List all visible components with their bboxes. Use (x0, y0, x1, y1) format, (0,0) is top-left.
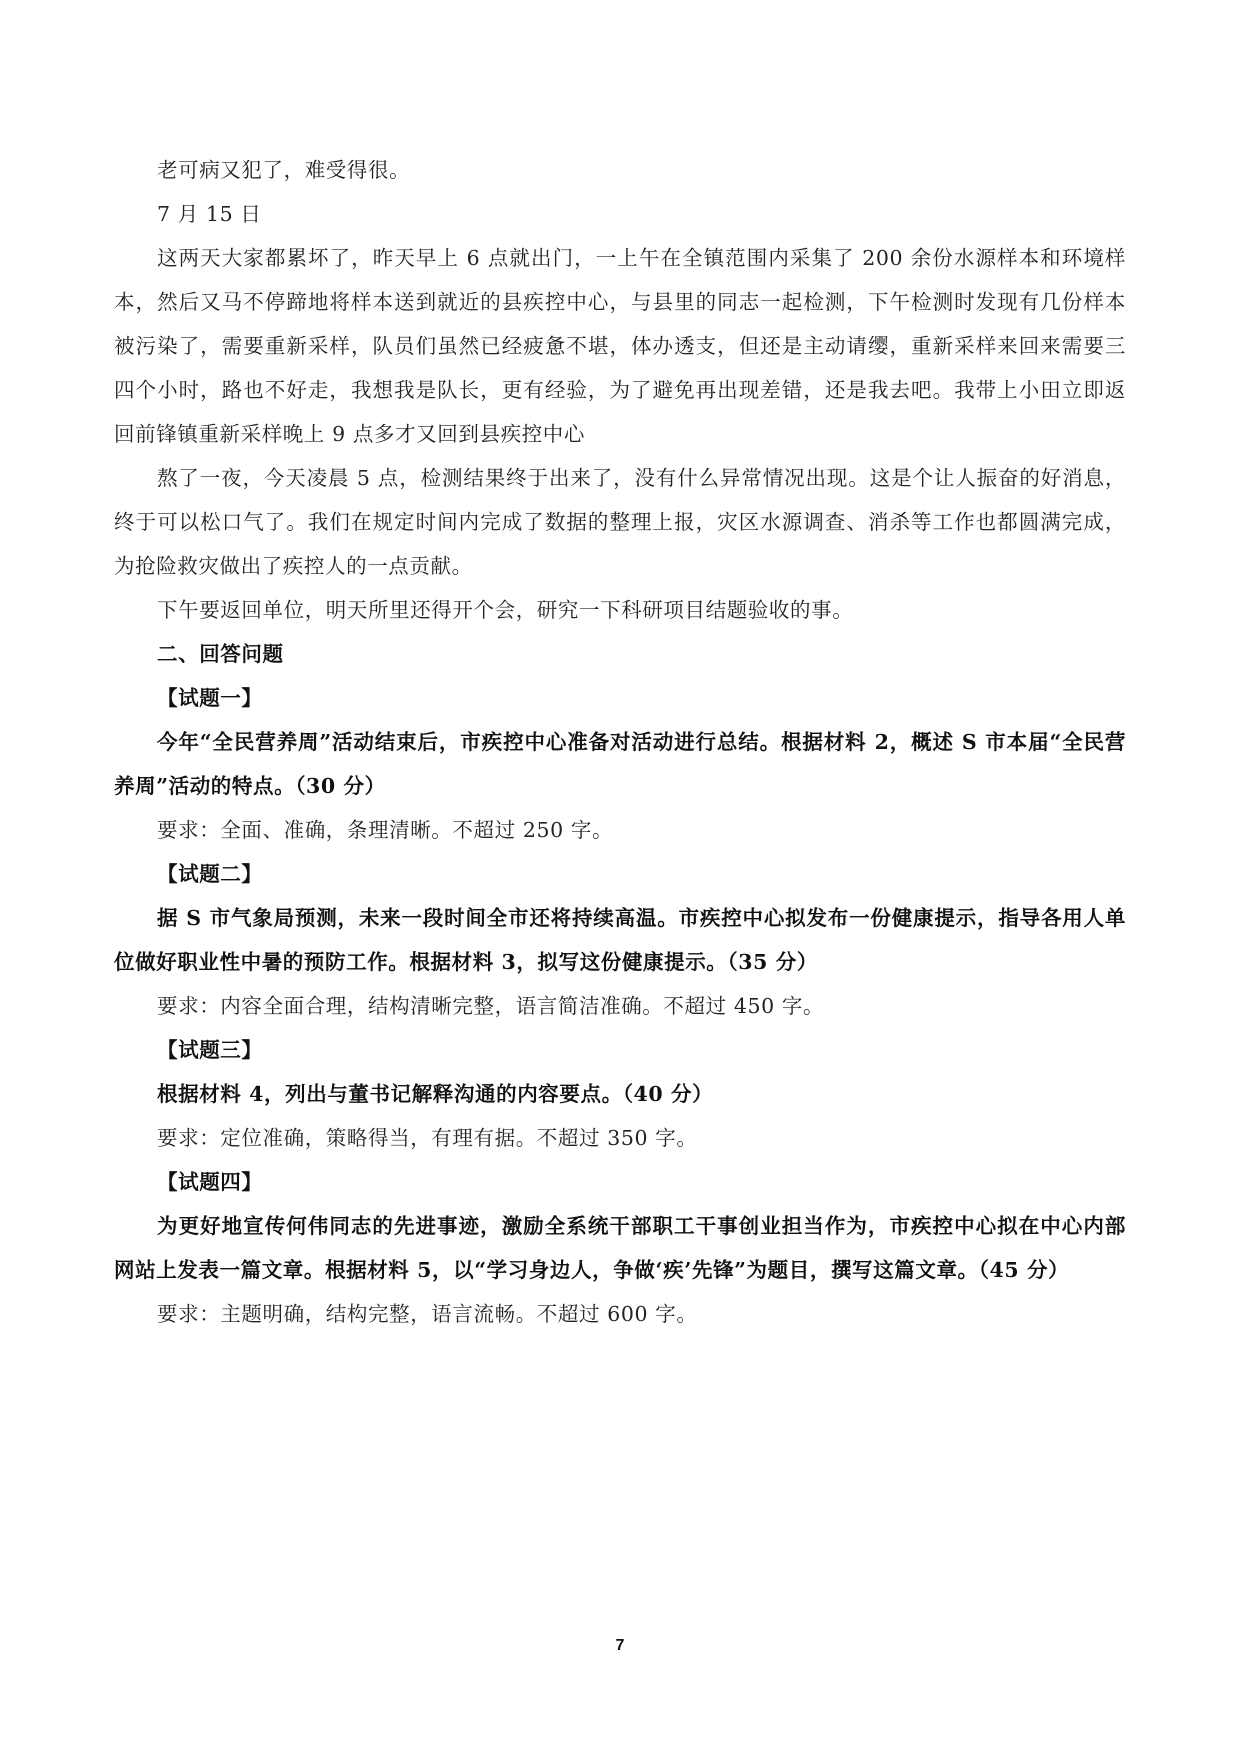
question-label: 【试题二】 (157, 862, 263, 886)
question-label: 【试题四】 (157, 1170, 263, 1194)
page-number: 7 (615, 1637, 625, 1654)
diary-paragraph: 下午要返回单位，明天所里还得开个会，研究一下科研项目结题验收的事。 (157, 598, 854, 622)
section-heading: 二、回答问题 (157, 642, 284, 666)
question-prompt: 根据材料 4，列出与董书记解释沟通的内容要点。（40 分） (157, 1082, 714, 1106)
question-prompt: 据 S 市气象局预测，未来一段时间全市还将持续高温。市疾控中心拟发布一份健康提示，指导各用人单位做好职业性中暑的预防工作。根据材料 3，拟写这份健康提示。（35 分） (114, 906, 1126, 974)
question-requirement: 要求：全面、准确，条理清晰。不超过 250 字。 (157, 818, 614, 842)
question-requirement: 要求：主题明确，结构完整，语言流畅。不超过 600 字。 (157, 1302, 698, 1326)
diary-paragraph: 老可病又犯了，难受得很。 (157, 158, 411, 182)
document-body (114, 148, 1126, 1336)
diary-date: 7 月 15 日 (157, 202, 262, 226)
diary-paragraph: 熬了一夜，今天凌晨 5 点，检测结果终于出来了，没有什么异常情况出现。这是个让人振奋的好消息，终于可以松口气了。我们在规定时间内完成了数据的整理上报，灾区水源调查、消杀等工作也都圆满完成，为抢险救灾做出了疾控人的一点贡献。 (114, 466, 1126, 578)
question-label: 【试题一】 (157, 686, 263, 710)
question-requirement: 要求：定位准确，策略得当，有理有据。不超过 350 字。 (157, 1126, 698, 1150)
question-prompt: 今年“全民营养周”活动结束后，市疾控中心准备对活动进行总结。根据材料 2，概述 S 市本届“全民营养周”活动的特点。（30 分） (114, 730, 1126, 798)
diary-paragraph: 这两天大家都累坏了，昨天早上 6 点就出门，一上午在全镇范围内采集了 200 余份水源样本和环境样本，然后又马不停蹄地将样本送到就近的县疾控中心，与县里的同志一起检测，下午检测时发现有几份样本被污染了，需要重新采样，队员们虽然已经疲惫不堪，体办透支，但还是主动请缨，重新采样来回来需要三四个小时，路也不好走，我想我是队长，更有经验，为了避免再出现差错，还是我去吧。我带上小田立即返回前锋镇重新采样晚上 9 点多才又回到县疾控中心 (114, 246, 1126, 446)
question-label: 【试题三】 (157, 1038, 263, 1062)
question-prompt: 为更好地宣传何伟同志的先进事迹，激励全系统干部职工干事创业担当作为，市疾控中心拟在中心内部网站上发表一篇文章。根据材料 5，以“学习身边人，争做‘疾’先锋”为题目，撰写这篇文章。（45 分） (114, 1214, 1126, 1282)
question-requirement: 要求：内容全面合理，结构清晰完整，语言简洁准确。不超过 450 字。 (157, 994, 825, 1018)
